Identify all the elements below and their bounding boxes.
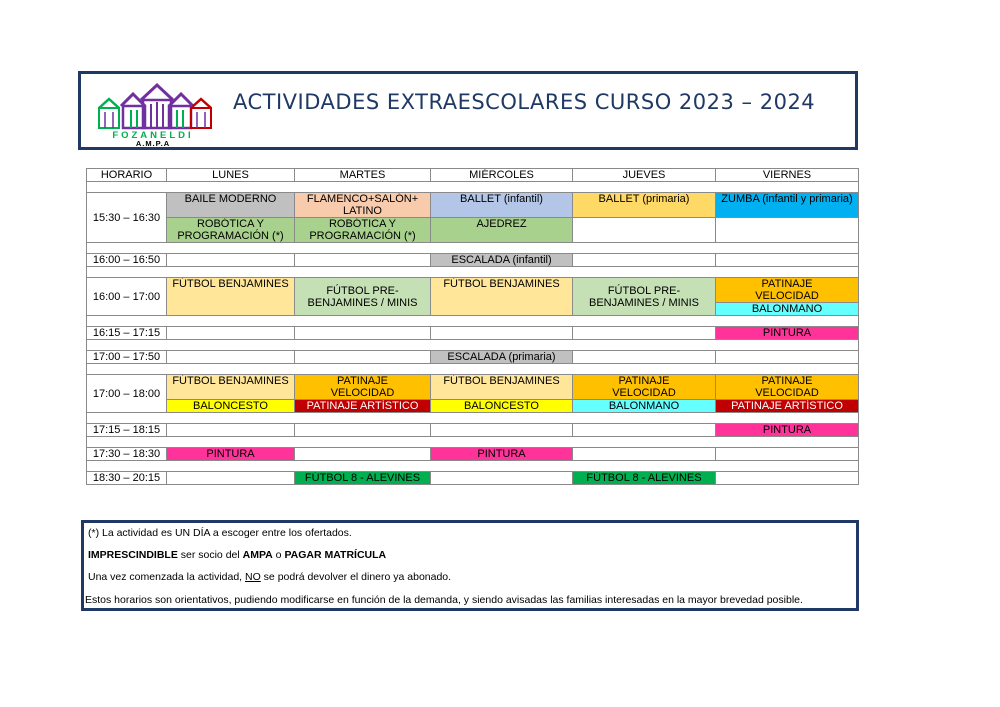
cell-zumba: ZUMBA (infantil y primaria) bbox=[716, 193, 859, 218]
spacer-row bbox=[87, 437, 859, 448]
note-horarios: Estos horarios son orientativos, pudiendo modificarse en función de la demanda, y siendo avisadas las familias interesadas en la mayor brevedad posible. bbox=[85, 594, 803, 606]
header-lunes: LUNES bbox=[167, 169, 295, 182]
table-row bbox=[87, 351, 859, 364]
table-header-row bbox=[87, 169, 859, 182]
table-row bbox=[87, 193, 859, 218]
time-slot: 17:00 – 17:50 bbox=[87, 351, 167, 364]
cell-patinaje-artistico-martes: PATINAJE ARTÍSTICO bbox=[295, 400, 431, 413]
time-slot: 18:30 – 20:15 bbox=[87, 472, 167, 485]
cell-futbol8-martes: FÚTBOL 8 - ALEVINES bbox=[295, 472, 431, 485]
table-row bbox=[87, 472, 859, 485]
cell-balonmano-viernes: BALONMANO bbox=[716, 303, 859, 316]
table-row bbox=[87, 254, 859, 267]
cell-escalada-primaria: ESCALADA (primaria) bbox=[431, 351, 573, 364]
logo-text-main: FOZANELDI bbox=[112, 130, 194, 141]
note-devolucion: Una vez comenzada la actividad, NO se podrá devolver el dinero ya abonado. bbox=[88, 571, 452, 583]
note-dia: (*) La actividad es UN DÍA a escoger entre los ofertados. bbox=[88, 527, 352, 539]
cell-futbol-benjamines-lunes-2: FÚTBOL BENJAMINES bbox=[167, 375, 295, 400]
cell-patinaje-artistico-viernes: PATINAJE ARTÍSTICO bbox=[716, 400, 859, 413]
cell-baloncesto-miercoles: BALONCESTO bbox=[431, 400, 573, 413]
cell-patinaje-velocidad-viernes: PATINAJE VELOCIDAD bbox=[716, 278, 859, 303]
cell-ajedrez: AJEDREZ bbox=[431, 218, 573, 243]
page-title: ACTIVIDADES EXTRAESCOLARES CURSO 2023 – 2024 bbox=[233, 90, 816, 114]
cell-pintura-viernes-2: PINTURA bbox=[716, 424, 859, 437]
cell-flamenco: FLAMENCO+SALÓN+ LATINO bbox=[295, 193, 431, 218]
cell-pintura-viernes: PINTURA bbox=[716, 327, 859, 340]
time-slot: 16:15 – 17:15 bbox=[87, 327, 167, 340]
notes-box bbox=[81, 520, 859, 611]
table-row bbox=[87, 375, 859, 400]
cell-futbol-benjamines-lunes: FÚTBOL BENJAMINES bbox=[167, 278, 295, 316]
time-slot: 17:15 – 18:15 bbox=[87, 424, 167, 437]
spacer-row bbox=[87, 243, 859, 254]
cell-balonmano-jueves: BALONMANO bbox=[573, 400, 716, 413]
time-slot: 16:00 – 16:50 bbox=[87, 254, 167, 267]
cell-futbol-pre-martes: FÚTBOL PRE- BENJAMINES / MINIS bbox=[295, 278, 431, 316]
cell-futbol-benjamines-miercoles: FÚTBOL BENJAMINES bbox=[431, 278, 573, 316]
time-slot: 16:00 – 17:00 bbox=[87, 278, 167, 316]
spacer-row bbox=[87, 413, 859, 424]
logo-text-sub: A.M.P.A bbox=[135, 139, 171, 146]
cell-futbol8-jueves: FÚTBOL 8 - ALEVINES bbox=[573, 472, 716, 485]
time-slot: 15:30 – 16:30 bbox=[87, 193, 167, 243]
spacer-row bbox=[87, 461, 859, 472]
cell-patinaje-velocidad-viernes-2: PATINAJE VELOCIDAD bbox=[716, 375, 859, 400]
spacer-row bbox=[87, 267, 859, 278]
note-imprescindible: IMPRESCINDIBLE ser socio del AMPA o PAGAR MATRÍCULA bbox=[88, 549, 387, 561]
cell-ballet-infantil: BALLET (infantil) bbox=[431, 193, 573, 218]
table-row bbox=[87, 400, 859, 413]
cell-futbol-pre-jueves: FÚTBOL PRE- BENJAMINES / MINIS bbox=[573, 278, 716, 316]
spacer-row bbox=[87, 340, 859, 351]
header-viernes: VIERNES bbox=[716, 169, 859, 182]
cell-pintura-lunes: PINTURA bbox=[167, 448, 295, 461]
spacer-row bbox=[87, 182, 859, 193]
cell-patinaje-velocidad-martes: PATINAJE VELOCIDAD bbox=[295, 375, 431, 400]
cell-robotica-lunes: ROBÓTICA Y PROGRAMACIÓN (*) bbox=[167, 218, 295, 243]
schedule-table bbox=[86, 168, 859, 485]
header-jueves: JUEVES bbox=[573, 169, 716, 182]
cell-escalada-infantil: ESCALADA (infantil) bbox=[431, 254, 573, 267]
header-box bbox=[78, 71, 858, 150]
table-row bbox=[87, 448, 859, 461]
spacer-row bbox=[87, 316, 859, 327]
spacer-row bbox=[87, 364, 859, 375]
cell-pintura-miercoles: PINTURA bbox=[431, 448, 573, 461]
table-row bbox=[87, 327, 859, 340]
cell-ballet-primaria: BALLET (primaria) bbox=[573, 193, 716, 218]
time-slot: 17:30 – 18:30 bbox=[87, 448, 167, 461]
cell-baloncesto-lunes: BALONCESTO bbox=[167, 400, 295, 413]
fozaneldi-logo bbox=[91, 82, 216, 146]
cell-futbol-benjamines-miercoles-2: FÚTBOL BENJAMINES bbox=[431, 375, 573, 400]
header-martes: MARTES bbox=[295, 169, 431, 182]
cell-baile-moderno: BAILE MODERNO bbox=[167, 193, 295, 218]
header-miercoles: MIÉRCOLES bbox=[431, 169, 573, 182]
header-horario: HORARIO bbox=[87, 169, 167, 182]
table-row bbox=[87, 278, 859, 303]
time-slot: 17:00 – 18:00 bbox=[87, 375, 167, 413]
table-row bbox=[87, 218, 859, 243]
cell-robotica-martes: ROBÓTICA Y PROGRAMACIÓN (*) bbox=[295, 218, 431, 243]
table-row bbox=[87, 424, 859, 437]
cell-patinaje-velocidad-jueves: PATINAJE VELOCIDAD bbox=[573, 375, 716, 400]
